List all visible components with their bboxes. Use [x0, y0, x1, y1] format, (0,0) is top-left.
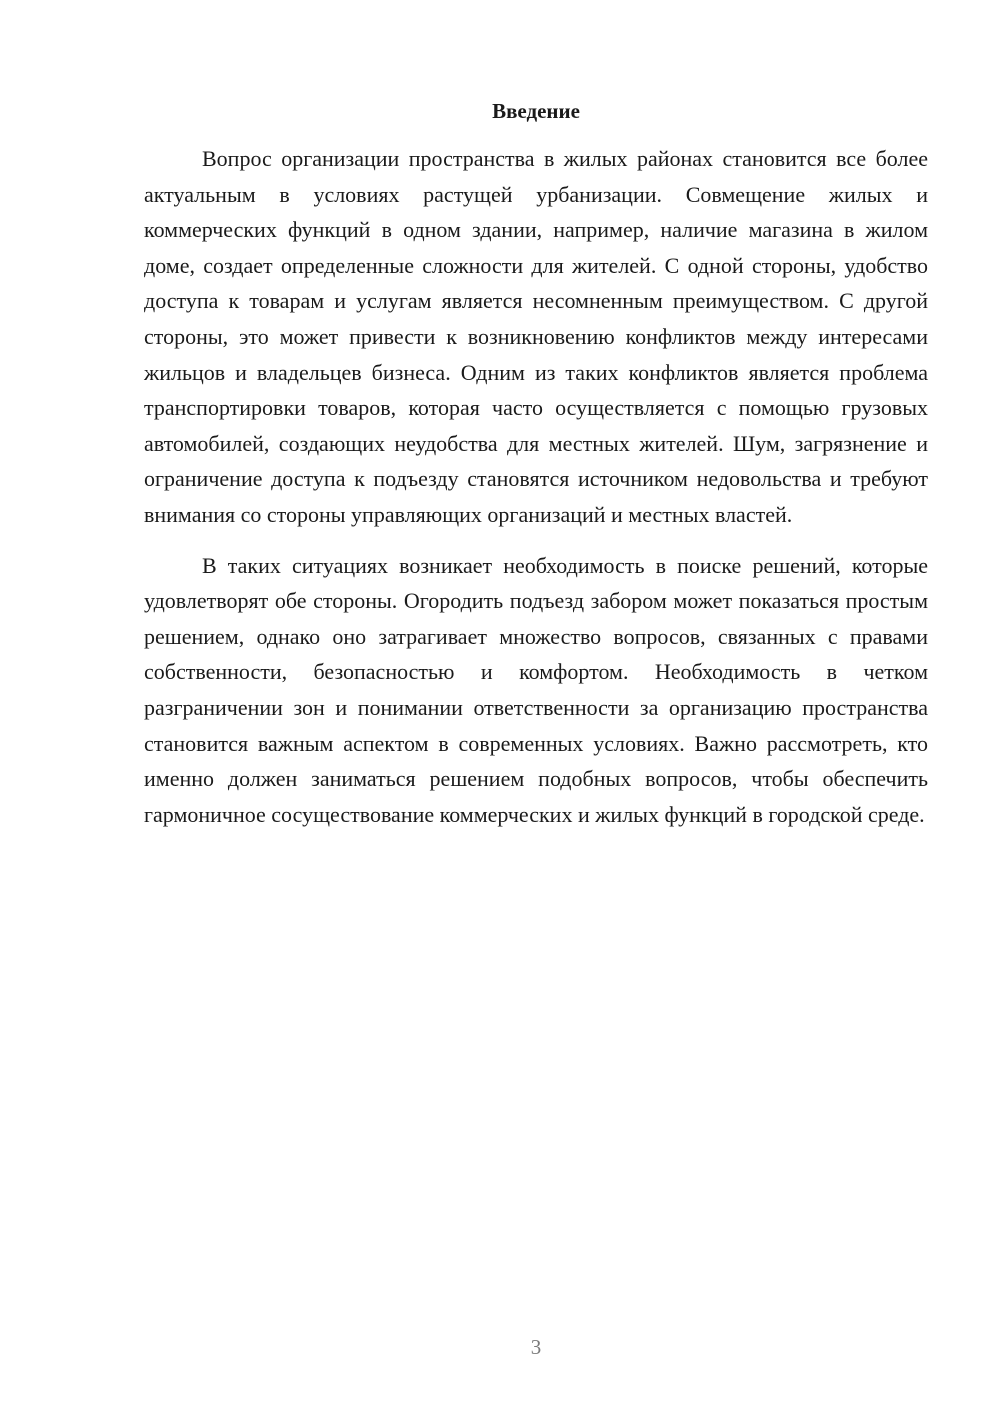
- section-heading: Введение: [492, 99, 580, 123]
- body-text: [144, 141, 928, 832]
- page-number: 3: [530, 1335, 542, 1359]
- paragraph-2: В таких ситуациях возникает необходимость в поиске решений, которые удовлетворят обе стороны. Огородить подъезд забором может показаться простым решением, однако оно затрагивает множество вопросов, связанных с правами собственности, безопасностью и комфортом. Необходимость в четком разграничении зон и понимании ответственности за организацию пространства становится важным аспектом в современных условиях. Важно рассмотреть, кто именно должен заниматься решением подобных вопросов, чтобы обеспечить гармоничное сосуществование коммерческих и жилых функций в городской среде.: [144, 552, 928, 827]
- paragraph-1: Вопрос организации пространства в жилых районах становится все более актуальным в условиях растущей урбанизации. Совмещение жилых и коммерческих функций в одном здании, например, наличие магазина в жилом доме, создает определенные сложности для жителей. С одной стороны, удобство доступа к товарам и услугам является несомненным преимуществом. С другой стороны, это может привести к возникновению конфликтов между интересами жильцов и владельцев бизнеса. Одним из таких конфликтов является проблема транспортировки товаров, которая часто осуществляется с помощью грузовых автомобилей, создающих неудобства для местных жителей. Шум, загрязнение и ограничение доступа к подъезду становятся источником недовольства и требуют внимания со стороны управляющих организаций и местных властей.: [144, 146, 928, 527]
